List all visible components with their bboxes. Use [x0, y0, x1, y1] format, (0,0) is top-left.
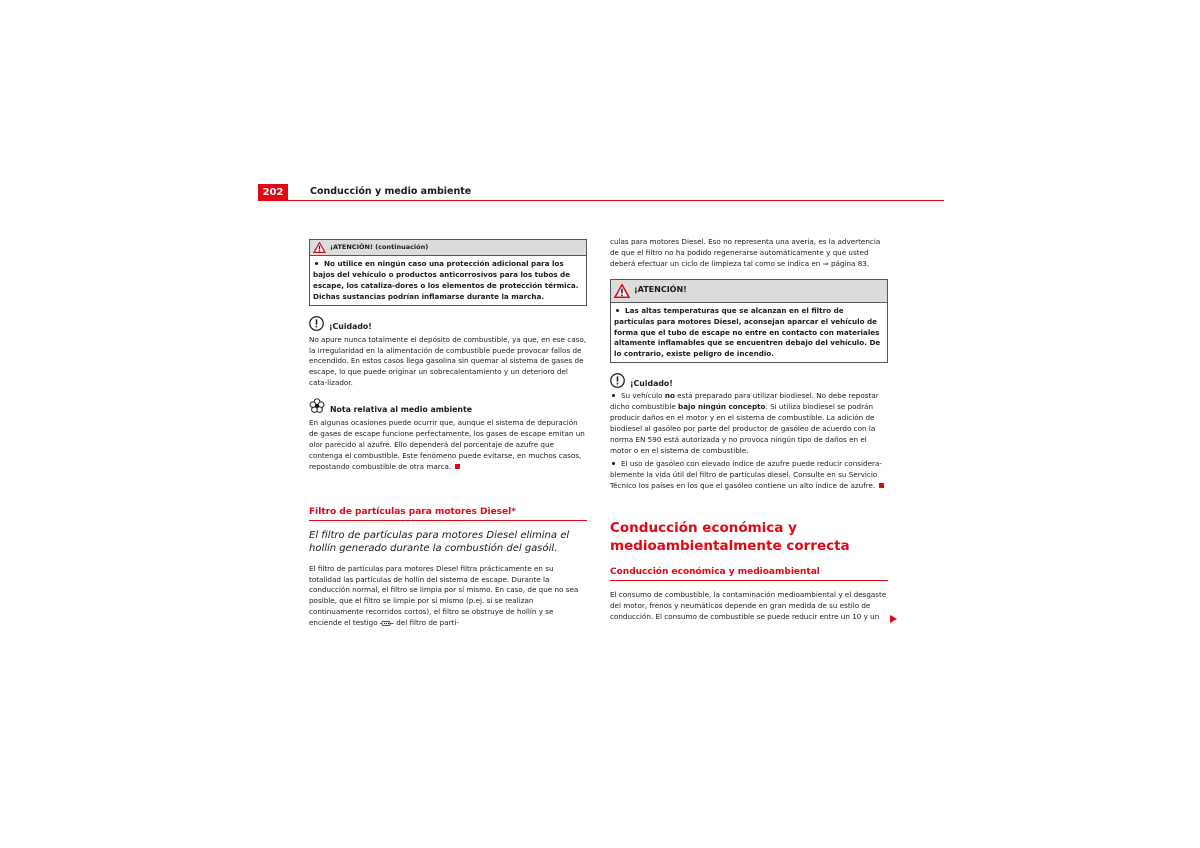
env-note-body: En algunas ocasiones puede ocurrir que, aunque el sistema de depuración de gases de escape funcione perfectamente, los gases de escape emitan un olor parecido al azufre. Ello dependerá del porcentaje de azufre que contenga el combustible. Este fenómeno puede evitarse, en muchos casos, repostando combustible de otra marca.	[309, 418, 585, 471]
warning-box-header	[611, 280, 887, 303]
end-of-section-marker	[879, 483, 884, 488]
caution-title: ¡Cuidado!	[630, 379, 673, 389]
emphasis-no: no	[664, 391, 675, 401]
continue-next-page-arrow-icon	[890, 615, 897, 623]
emphasis-bajo-ningun-concepto: bajo ningún concepto	[678, 402, 766, 412]
warning-title: ¡ATENCIÓN!	[634, 285, 687, 295]
text-run: El uso de gasóleo con elevado índice de azufre puede reducir considera-blemente la vida útil del filtro de partículas diesel. Consulte en su Servicio Técnico los países en los que el gasóleo contiene un alto índice de azufre.	[610, 458, 882, 490]
warning-body	[611, 303, 887, 363]
page-header	[258, 184, 944, 201]
warning-text: No utilice en ningún caso una protección adicional para los bajos del vehículo o productos anticorrosivos para los tubos de escape, los cataliza-dores o los elementos de protección térmica. Dichas sustancias podrían inflamarse durante la marcha.	[313, 259, 579, 301]
caution-icon	[610, 373, 625, 388]
particle-filter-body-end: del filtro de parti-	[396, 618, 459, 628]
env-note-header	[309, 398, 587, 414]
end-of-section-marker	[455, 464, 460, 469]
bullet	[612, 462, 615, 465]
warning-box-header	[310, 240, 586, 256]
particle-filter-body: El filtro de partículas para motores Diesel filtra prácticamente en su totalidad las partículas de hollín del sistema de escape. Durante la conducción normal, el filtro se limpia por sí mismo. En caso, de que no sea posible, que el filtro se limpie por sí mismo (p.ej. si se realizan continuamente recorridos cortos), el filtro se obstruye de hollín y se enciende el testigo	[309, 563, 579, 628]
economic-driving-text: El consumo de combustible, la contaminación medioambiental y el desgaste del motor, frenos y neumáticos depende en gran medida de su estilo de conducción. El consumo de combustible se puede reducir entre un 10 y un	[610, 590, 887, 622]
chapter-title: Conducción y medio ambiente	[310, 186, 472, 197]
subsection-heading: Conducción económica y medioambiental	[610, 567, 888, 581]
particle-filter-lamp-icon	[380, 620, 394, 627]
text-run: . Si utiliza biodiesel se podrán producir daños en el motor y en el sistema de combustible. La adición de biodiesel al gasóleo por parte del productor de gasóleo de acuerdo con la norma EN 590 está autorizada y no provoca ningún tipo de daños en el motor o en el sistema de combustible.	[610, 402, 876, 455]
bullet	[612, 394, 615, 397]
bullet	[616, 309, 619, 312]
left-column	[309, 239, 587, 629]
bullet	[315, 262, 318, 265]
warning-box	[610, 279, 888, 364]
page-number: 202	[258, 184, 288, 201]
caution-header	[610, 373, 888, 388]
warning-triangle-icon	[614, 284, 630, 298]
warning-title: ¡ATENCIÓN! (continuación)	[330, 243, 429, 252]
warning-triangle-icon	[313, 242, 326, 253]
warning-box-continued	[309, 239, 587, 306]
caution-title: ¡Cuidado!	[329, 321, 372, 331]
caution-text: No apure nunca totalmente el depósito de combustible, ya que, en ese caso, la irregularidad en la alimentación de combustible puede provocar fallos de encendido. En estos casos llega gasolina sin quemar al sistema de gases de escape, lo que puede originar un sobrecalentamiento y un deterioro del cata-lizador.	[309, 334, 587, 388]
caution-bullet-1	[610, 391, 888, 456]
chapter-section-heading: Conducción económica y medioambientalmente correcta	[610, 520, 850, 555]
text-run: está preparado para utilizar biodiesel. No debe repostar dicho combustible	[610, 391, 879, 412]
environment-flower-icon	[309, 398, 325, 414]
section-heading-particle-filter: Filtro de partículas para motores Diesel*	[309, 507, 587, 521]
caution-icon	[309, 316, 324, 331]
caution-bullet-2	[610, 459, 888, 492]
section-intro: El filtro de partículas para motores Diesel elimina el hollín generado durante la combustión del gasóil.	[309, 529, 570, 554]
text-run: Su vehículo	[621, 391, 665, 401]
right-column	[610, 237, 888, 623]
warning-text: Las altas temperaturas que se alcanzan en el filtro de partículas para motores Diesel, aconsejan aparcar el vehículo de forma que el tubo de escape no entre en contacto con materiales altamente inflamables que se encuentren debajo del vehículo. De lo contrario, existe peligro de incendio.	[614, 305, 881, 359]
caution-header	[309, 316, 587, 331]
warning-body	[310, 256, 586, 305]
particle-filter-text	[309, 564, 587, 629]
continuation-text: culas para motores Diesel. Eso no representa una avería, es la advertencia de que el filtro no ha podido regenerarse automáticamente y que usted deberá efectuar un ciclo de limpieza tal como se indica en ⇒ página 83.	[610, 237, 881, 268]
env-note-text	[309, 418, 587, 473]
env-note-title: Nota relativa al medio ambiente	[330, 404, 472, 414]
header-rule	[288, 200, 944, 201]
